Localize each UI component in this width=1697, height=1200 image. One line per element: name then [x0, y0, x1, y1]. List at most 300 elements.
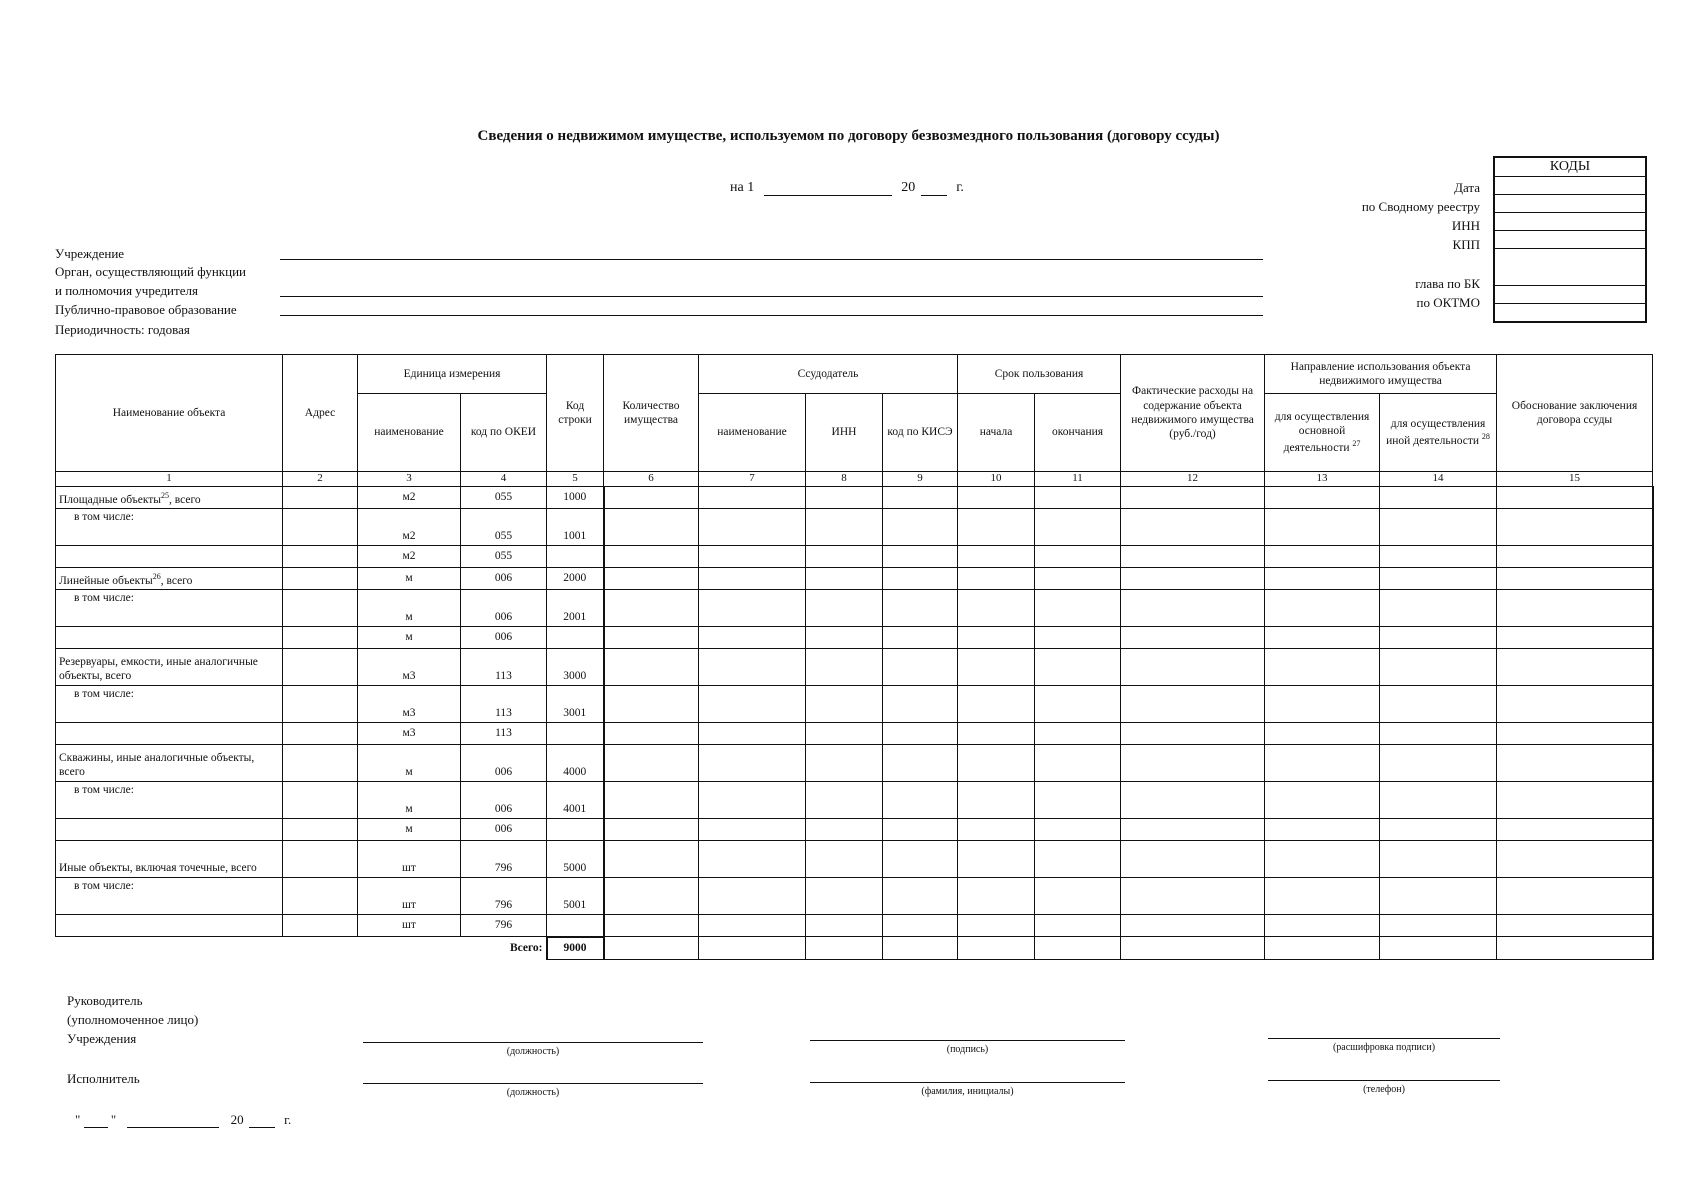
data-entry-cell[interactable]: [806, 648, 883, 685]
data-entry-cell[interactable]: [1035, 626, 1121, 648]
data-entry-cell[interactable]: [1497, 877, 1653, 914]
data-entry-cell[interactable]: [1121, 486, 1265, 508]
total-entry-cell[interactable]: [1497, 937, 1653, 960]
okei-cell: 006: [461, 589, 547, 626]
data-entry-cell[interactable]: [699, 840, 806, 877]
unit-name-cell: м2: [358, 486, 461, 508]
data-entry-cell[interactable]: [1265, 877, 1380, 914]
codes-box: [1493, 156, 1647, 323]
date-suffix: г.: [956, 180, 964, 195]
data-entry-cell[interactable]: [1265, 781, 1380, 818]
data-entry-cell[interactable]: [806, 818, 883, 840]
data-entry-cell[interactable]: [1265, 567, 1380, 589]
data-entry-cell[interactable]: [1380, 818, 1497, 840]
head-signature-caption: (подпись): [946, 1044, 989, 1055]
codes-header: КОДЫ: [1494, 157, 1646, 177]
data-entry-cell[interactable]: [958, 722, 1035, 744]
data-entry-cell[interactable]: [1265, 744, 1380, 781]
data-entry-cell[interactable]: [1121, 685, 1265, 722]
data-entry-cell[interactable]: [604, 508, 699, 545]
data-entry-cell[interactable]: [806, 685, 883, 722]
table-row: [56, 685, 1653, 722]
data-entry-cell[interactable]: [806, 589, 883, 626]
column-number: 12: [1121, 472, 1265, 487]
data-entry-cell[interactable]: [1121, 626, 1265, 648]
data-entry-cell[interactable]: [604, 545, 699, 567]
data-entry-cell[interactable]: [699, 781, 806, 818]
column-number: 11: [1035, 472, 1121, 487]
column-number: 6: [604, 472, 699, 487]
data-entry-cell[interactable]: [1121, 545, 1265, 567]
object-name-empty: [56, 722, 283, 744]
data-entry-cell[interactable]: [1380, 626, 1497, 648]
col-lender-name-header: наименование: [699, 394, 806, 472]
column-number: 7: [699, 472, 806, 487]
col-dir-other-header: для осуществления иной деятельности $^{28}$: [1380, 394, 1497, 472]
address-cell[interactable]: [283, 685, 358, 722]
data-entry-cell[interactable]: [1380, 685, 1497, 722]
line-code-cell: [547, 914, 604, 937]
data-entry-cell[interactable]: [1497, 818, 1653, 840]
data-entry-cell[interactable]: [604, 744, 699, 781]
exec-position-caption: (должность): [506, 1087, 560, 1098]
line-code-cell: 2001: [547, 589, 604, 626]
data-entry-cell[interactable]: [883, 648, 958, 685]
data-entry-cell[interactable]: [604, 781, 699, 818]
object-name: Линейные объекты$^{26}$, всего: [56, 567, 283, 589]
table-body: [56, 486, 1653, 959]
head-position-line[interactable]: [363, 1042, 703, 1043]
column-number: 10: [958, 472, 1035, 487]
col-term-header: Срок пользования: [958, 355, 1121, 394]
total-entry-cell[interactable]: [806, 937, 883, 960]
col-quantity-header: Количество имущества: [604, 355, 699, 472]
data-entry-cell[interactable]: [1121, 877, 1265, 914]
data-entry-cell[interactable]: [604, 685, 699, 722]
report-date-line: [730, 180, 964, 196]
data-entry-cell[interactable]: [958, 781, 1035, 818]
data-entry-cell[interactable]: [1497, 567, 1653, 589]
data-entry-cell[interactable]: [1497, 486, 1653, 508]
okei-cell: 796: [461, 840, 547, 877]
data-entry-cell[interactable]: [1035, 818, 1121, 840]
data-entry-cell[interactable]: [604, 626, 699, 648]
data-entry-cell[interactable]: [883, 486, 958, 508]
sig-head-label-2: (уполномоченное лицо): [67, 1012, 199, 1027]
col-lender-code-header: код по КИСЭ: [883, 394, 958, 472]
total-label: Всего:: [56, 937, 547, 960]
label-periodicity: Периодичность: годовая: [55, 322, 190, 337]
address-cell[interactable]: [283, 840, 358, 877]
data-entry-cell[interactable]: [958, 648, 1035, 685]
data-entry-cell[interactable]: [1121, 914, 1265, 937]
okei-cell: 113: [461, 722, 547, 744]
sig-head-label-1: Руководитель: [67, 993, 143, 1008]
data-entry-cell[interactable]: [1380, 781, 1497, 818]
codes-labels: [1250, 176, 1480, 336]
data-entry-cell[interactable]: [1265, 626, 1380, 648]
exec-name-line[interactable]: [810, 1082, 1125, 1083]
line-code-cell: 3000: [547, 648, 604, 685]
data-entry-cell[interactable]: [604, 914, 699, 937]
total-entry-cell[interactable]: [958, 937, 1035, 960]
including-label: в том числе:: [56, 685, 283, 722]
col-name-header: Наименование объекта: [56, 355, 283, 472]
data-entry-cell[interactable]: [699, 648, 806, 685]
address-cell[interactable]: [283, 508, 358, 545]
data-entry-cell[interactable]: [699, 545, 806, 567]
data-entry-cell[interactable]: [1380, 567, 1497, 589]
line-code-cell: 4000: [547, 744, 604, 781]
data-entry-cell[interactable]: [604, 722, 699, 744]
data-entry-cell[interactable]: [1265, 685, 1380, 722]
label-founder-2: и полномочия учредителя: [55, 283, 198, 298]
total-entry-cell[interactable]: [1035, 937, 1121, 960]
head-position-caption: (должность): [506, 1046, 560, 1057]
col-address-header: Адрес: [283, 355, 358, 472]
date-quote-close: ": [110, 1112, 117, 1127]
object-name-empty: [56, 626, 283, 648]
total-entry-cell[interactable]: [1265, 937, 1380, 960]
data-entry-cell[interactable]: [1497, 914, 1653, 937]
data-entry-cell[interactable]: [699, 914, 806, 937]
data-entry-cell[interactable]: [1497, 840, 1653, 877]
data-entry-cell[interactable]: [1380, 877, 1497, 914]
table-row: [56, 545, 1653, 567]
including-label: в том числе:: [56, 877, 283, 914]
address-cell[interactable]: [283, 722, 358, 744]
col-unit-header: Единица измерения: [358, 355, 547, 394]
unit-name-cell: м2: [358, 545, 461, 567]
data-entry-cell[interactable]: [1121, 508, 1265, 545]
data-entry-cell[interactable]: [1497, 744, 1653, 781]
data-entry-cell[interactable]: [1121, 840, 1265, 877]
unit-name-cell: м: [358, 626, 461, 648]
column-number: 9: [883, 472, 958, 487]
column-number: 15: [1497, 472, 1653, 487]
data-entry-cell[interactable]: [1497, 648, 1653, 685]
data-entry-cell[interactable]: [699, 722, 806, 744]
data-entry-cell[interactable]: [1121, 818, 1265, 840]
data-entry-cell[interactable]: [1035, 781, 1121, 818]
data-entry-cell[interactable]: [1035, 744, 1121, 781]
data-entry-cell[interactable]: [1035, 545, 1121, 567]
unit-name-cell: шт: [358, 840, 461, 877]
unit-name-cell: м: [358, 567, 461, 589]
data-entry-cell[interactable]: [1497, 685, 1653, 722]
col-term-end-header: окончания: [1035, 394, 1121, 472]
sig-head-label-3: Учреждения: [67, 1031, 137, 1046]
okei-cell: 006: [461, 781, 547, 818]
data-entry-cell[interactable]: [699, 744, 806, 781]
address-cell[interactable]: [283, 567, 358, 589]
table-row: [56, 508, 1653, 545]
total-entry-cell[interactable]: [883, 937, 958, 960]
data-entry-cell[interactable]: [1497, 508, 1653, 545]
address-cell[interactable]: [283, 648, 358, 685]
address-cell[interactable]: [283, 877, 358, 914]
label-founder-1: Орган, осуществляющий функции: [55, 264, 246, 279]
data-entry-cell[interactable]: [1121, 744, 1265, 781]
data-entry-cell[interactable]: [1035, 914, 1121, 937]
data-entry-cell[interactable]: [883, 545, 958, 567]
data-entry-cell[interactable]: [1265, 486, 1380, 508]
data-entry-cell[interactable]: [1497, 781, 1653, 818]
line-code-cell: 1001: [547, 508, 604, 545]
data-entry-cell[interactable]: [958, 567, 1035, 589]
object-name: Площадные объекты$^{25}$, всего: [56, 486, 283, 508]
data-entry-cell[interactable]: [699, 486, 806, 508]
code-cell-inn[interactable]: [1494, 213, 1646, 231]
bottom-date-line: [75, 1112, 291, 1128]
data-entry-cell[interactable]: [806, 626, 883, 648]
code-cell-extra[interactable]: [1494, 304, 1646, 323]
line-code-cell: [547, 722, 604, 744]
data-entry-cell[interactable]: [1121, 567, 1265, 589]
data-entry-cell[interactable]: [806, 508, 883, 545]
code-cell-registry[interactable]: [1494, 195, 1646, 213]
line-code-cell: 5001: [547, 877, 604, 914]
data-entry-cell[interactable]: [1035, 648, 1121, 685]
object-name: Иные объекты, включая точечные, всего: [56, 840, 283, 877]
data-entry-cell[interactable]: [958, 914, 1035, 937]
data-entry-cell[interactable]: [958, 685, 1035, 722]
address-cell[interactable]: [283, 744, 358, 781]
including-label: в том числе:: [56, 589, 283, 626]
data-entry-cell[interactable]: [958, 508, 1035, 545]
data-entry-cell[interactable]: [1035, 877, 1121, 914]
bottom-date-year-prefix: 20: [230, 1112, 244, 1127]
unit-name-cell: м: [358, 818, 461, 840]
data-entry-cell[interactable]: [883, 840, 958, 877]
data-entry-cell[interactable]: [1121, 589, 1265, 626]
address-cell[interactable]: [283, 545, 358, 567]
public-entity-field-line[interactable]: [280, 315, 1263, 316]
column-number: 3: [358, 472, 461, 487]
table-row: [56, 567, 1653, 589]
data-entry-cell[interactable]: [883, 589, 958, 626]
data-entry-cell[interactable]: [958, 744, 1035, 781]
data-entry-cell[interactable]: [1265, 722, 1380, 744]
data-entry-cell[interactable]: [1380, 722, 1497, 744]
object-name-empty: [56, 545, 283, 567]
data-entry-cell[interactable]: [604, 648, 699, 685]
line-code-cell: 5000: [547, 840, 604, 877]
institution-field-line[interactable]: [280, 259, 1263, 260]
date-day-month-field[interactable]: [764, 181, 892, 196]
data-entry-cell[interactable]: [1265, 914, 1380, 937]
code-cell-kpp[interactable]: [1494, 231, 1646, 249]
exec-phone-caption: (телефон): [1363, 1084, 1405, 1095]
table-row: [56, 648, 1653, 685]
code-label-kpp: КПП: [1452, 237, 1480, 252]
data-entry-cell[interactable]: [699, 508, 806, 545]
including-label: в том числе:: [56, 508, 283, 545]
exec-phone-line[interactable]: [1268, 1080, 1500, 1081]
table-row: [56, 486, 1653, 508]
address-cell[interactable]: [283, 589, 358, 626]
line-code-cell: 1000: [547, 486, 604, 508]
data-entry-cell[interactable]: [1497, 626, 1653, 648]
data-entry-cell[interactable]: [958, 486, 1035, 508]
address-cell[interactable]: [283, 486, 358, 508]
table-row: [56, 744, 1653, 781]
column-number: 4: [461, 472, 547, 487]
data-entry-cell[interactable]: [1265, 818, 1380, 840]
data-entry-cell[interactable]: [958, 818, 1035, 840]
total-entry-cell[interactable]: [1380, 937, 1497, 960]
total-entry-cell[interactable]: [1121, 937, 1265, 960]
data-entry-cell[interactable]: [699, 877, 806, 914]
total-code-cell: 9000: [547, 937, 604, 960]
data-entry-cell[interactable]: [1497, 545, 1653, 567]
data-entry-cell[interactable]: [883, 508, 958, 545]
column-number: 5: [547, 472, 604, 487]
data-entry-cell[interactable]: [883, 744, 958, 781]
total-entry-cell[interactable]: [699, 937, 806, 960]
col-unit-name-header: наименование: [358, 394, 461, 472]
data-entry-cell[interactable]: [806, 545, 883, 567]
data-entry-cell[interactable]: [958, 589, 1035, 626]
data-entry-cell[interactable]: [1380, 486, 1497, 508]
data-entry-cell[interactable]: [699, 818, 806, 840]
data-entry-cell[interactable]: [1035, 486, 1121, 508]
data-entry-cell[interactable]: [1497, 589, 1653, 626]
data-entry-cell[interactable]: [1497, 722, 1653, 744]
date-quote-open: ": [75, 1112, 81, 1127]
address-cell[interactable]: [283, 626, 358, 648]
data-entry-cell[interactable]: [958, 877, 1035, 914]
data-entry-cell[interactable]: [1265, 589, 1380, 626]
code-cell-oktmo[interactable]: [1494, 286, 1646, 304]
exec-position-line[interactable]: [363, 1083, 703, 1084]
page-title: Сведения о недвижимом имуществе, используемом по договору безвозмездного пользования (договору ссуды): [477, 128, 1220, 144]
data-entry-cell[interactable]: [806, 840, 883, 877]
unit-name-cell: м: [358, 781, 461, 818]
data-entry-cell[interactable]: [1035, 722, 1121, 744]
code-label-inn: ИНН: [1451, 218, 1480, 233]
data-entry-cell[interactable]: [604, 840, 699, 877]
data-entry-cell[interactable]: [1380, 589, 1497, 626]
sig-exec-label: Исполнитель: [67, 1071, 140, 1086]
data-entry-cell[interactable]: [883, 914, 958, 937]
data-entry-cell[interactable]: [1380, 744, 1497, 781]
line-code-cell: [547, 626, 604, 648]
data-entry-cell[interactable]: [604, 567, 699, 589]
data-entry-cell[interactable]: [604, 589, 699, 626]
okei-cell: 055: [461, 545, 547, 567]
total-entry-cell[interactable]: [604, 937, 699, 960]
col-lender-header: Ссудодатель: [699, 355, 958, 394]
data-entry-cell[interactable]: [1380, 840, 1497, 877]
data-entry-cell[interactable]: [1380, 648, 1497, 685]
data-entry-cell[interactable]: [1035, 840, 1121, 877]
data-entry-cell[interactable]: [1121, 648, 1265, 685]
data-entry-cell[interactable]: [1121, 722, 1265, 744]
data-entry-cell[interactable]: [883, 567, 958, 589]
col-unit-code-header: код по ОКЕИ: [461, 394, 547, 472]
table-row: [56, 818, 1653, 840]
data-entry-cell[interactable]: [883, 877, 958, 914]
date-year-field[interactable]: [921, 181, 947, 196]
bottom-date-year-field[interactable]: [249, 1113, 275, 1128]
unit-name-cell: м3: [358, 685, 461, 722]
data-entry-cell[interactable]: [806, 486, 883, 508]
table-row: [56, 914, 1653, 937]
data-entry-cell[interactable]: [883, 818, 958, 840]
data-entry-cell[interactable]: [1035, 589, 1121, 626]
data-entry-cell[interactable]: [958, 626, 1035, 648]
data-entry-cell[interactable]: [1380, 508, 1497, 545]
data-entry-cell[interactable]: [883, 685, 958, 722]
data-entry-cell[interactable]: [806, 914, 883, 937]
data-entry-cell[interactable]: [958, 840, 1035, 877]
data-entry-cell[interactable]: [1265, 545, 1380, 567]
code-cell-date[interactable]: [1494, 177, 1646, 195]
data-entry-cell[interactable]: [806, 781, 883, 818]
founder-field-line[interactable]: [280, 296, 1263, 297]
data-entry-cell[interactable]: [604, 818, 699, 840]
object-name-empty: [56, 818, 283, 840]
data-entry-cell[interactable]: [699, 567, 806, 589]
data-entry-cell[interactable]: [806, 877, 883, 914]
table-row: [56, 626, 1653, 648]
data-entry-cell[interactable]: [699, 626, 806, 648]
address-cell[interactable]: [283, 781, 358, 818]
data-entry-cell[interactable]: [806, 722, 883, 744]
okei-cell: 006: [461, 626, 547, 648]
object-name: Скважины, иные аналогичные объекты, всего: [56, 744, 283, 781]
data-entry-cell[interactable]: [1380, 914, 1497, 937]
data-entry-cell[interactable]: [1265, 840, 1380, 877]
data-entry-cell[interactable]: [1121, 781, 1265, 818]
address-cell[interactable]: [283, 818, 358, 840]
data-entry-cell[interactable]: [699, 589, 806, 626]
head-signature-line[interactable]: [810, 1040, 1125, 1041]
bottom-date-suffix: г.: [284, 1112, 292, 1127]
data-entry-cell[interactable]: [1035, 567, 1121, 589]
data-entry-cell[interactable]: [604, 877, 699, 914]
data-entry-cell[interactable]: [958, 545, 1035, 567]
data-entry-cell[interactable]: [1035, 508, 1121, 545]
unit-name-cell: м3: [358, 722, 461, 744]
object-name-empty: [56, 914, 283, 937]
col-term-start-header: начала: [958, 394, 1035, 472]
data-entry-cell[interactable]: [883, 722, 958, 744]
bottom-date-month-field[interactable]: [127, 1113, 219, 1128]
head-name-line[interactable]: [1268, 1038, 1500, 1039]
data-entry-cell[interactable]: [806, 567, 883, 589]
unit-name-cell: м3: [358, 648, 461, 685]
code-label-date: Дата: [1454, 180, 1480, 195]
data-entry-cell[interactable]: [1380, 545, 1497, 567]
address-cell[interactable]: [283, 914, 358, 937]
col-line-code-header: Код строки: [547, 355, 604, 472]
data-entry-cell[interactable]: [1265, 508, 1380, 545]
data-entry-cell[interactable]: [699, 685, 806, 722]
data-entry-cell[interactable]: [1035, 685, 1121, 722]
data-entry-cell[interactable]: [1265, 648, 1380, 685]
bottom-date-day-field[interactable]: [84, 1113, 108, 1128]
data-entry-cell[interactable]: [883, 626, 958, 648]
code-cell-bk[interactable]: [1494, 249, 1646, 286]
data-entry-cell[interactable]: [604, 486, 699, 508]
data-entry-cell[interactable]: [806, 744, 883, 781]
unit-name-cell: м2: [358, 508, 461, 545]
code-label-registry: по Сводному реестру: [1361, 199, 1480, 214]
data-entry-cell[interactable]: [883, 781, 958, 818]
line-code-cell: [547, 545, 604, 567]
